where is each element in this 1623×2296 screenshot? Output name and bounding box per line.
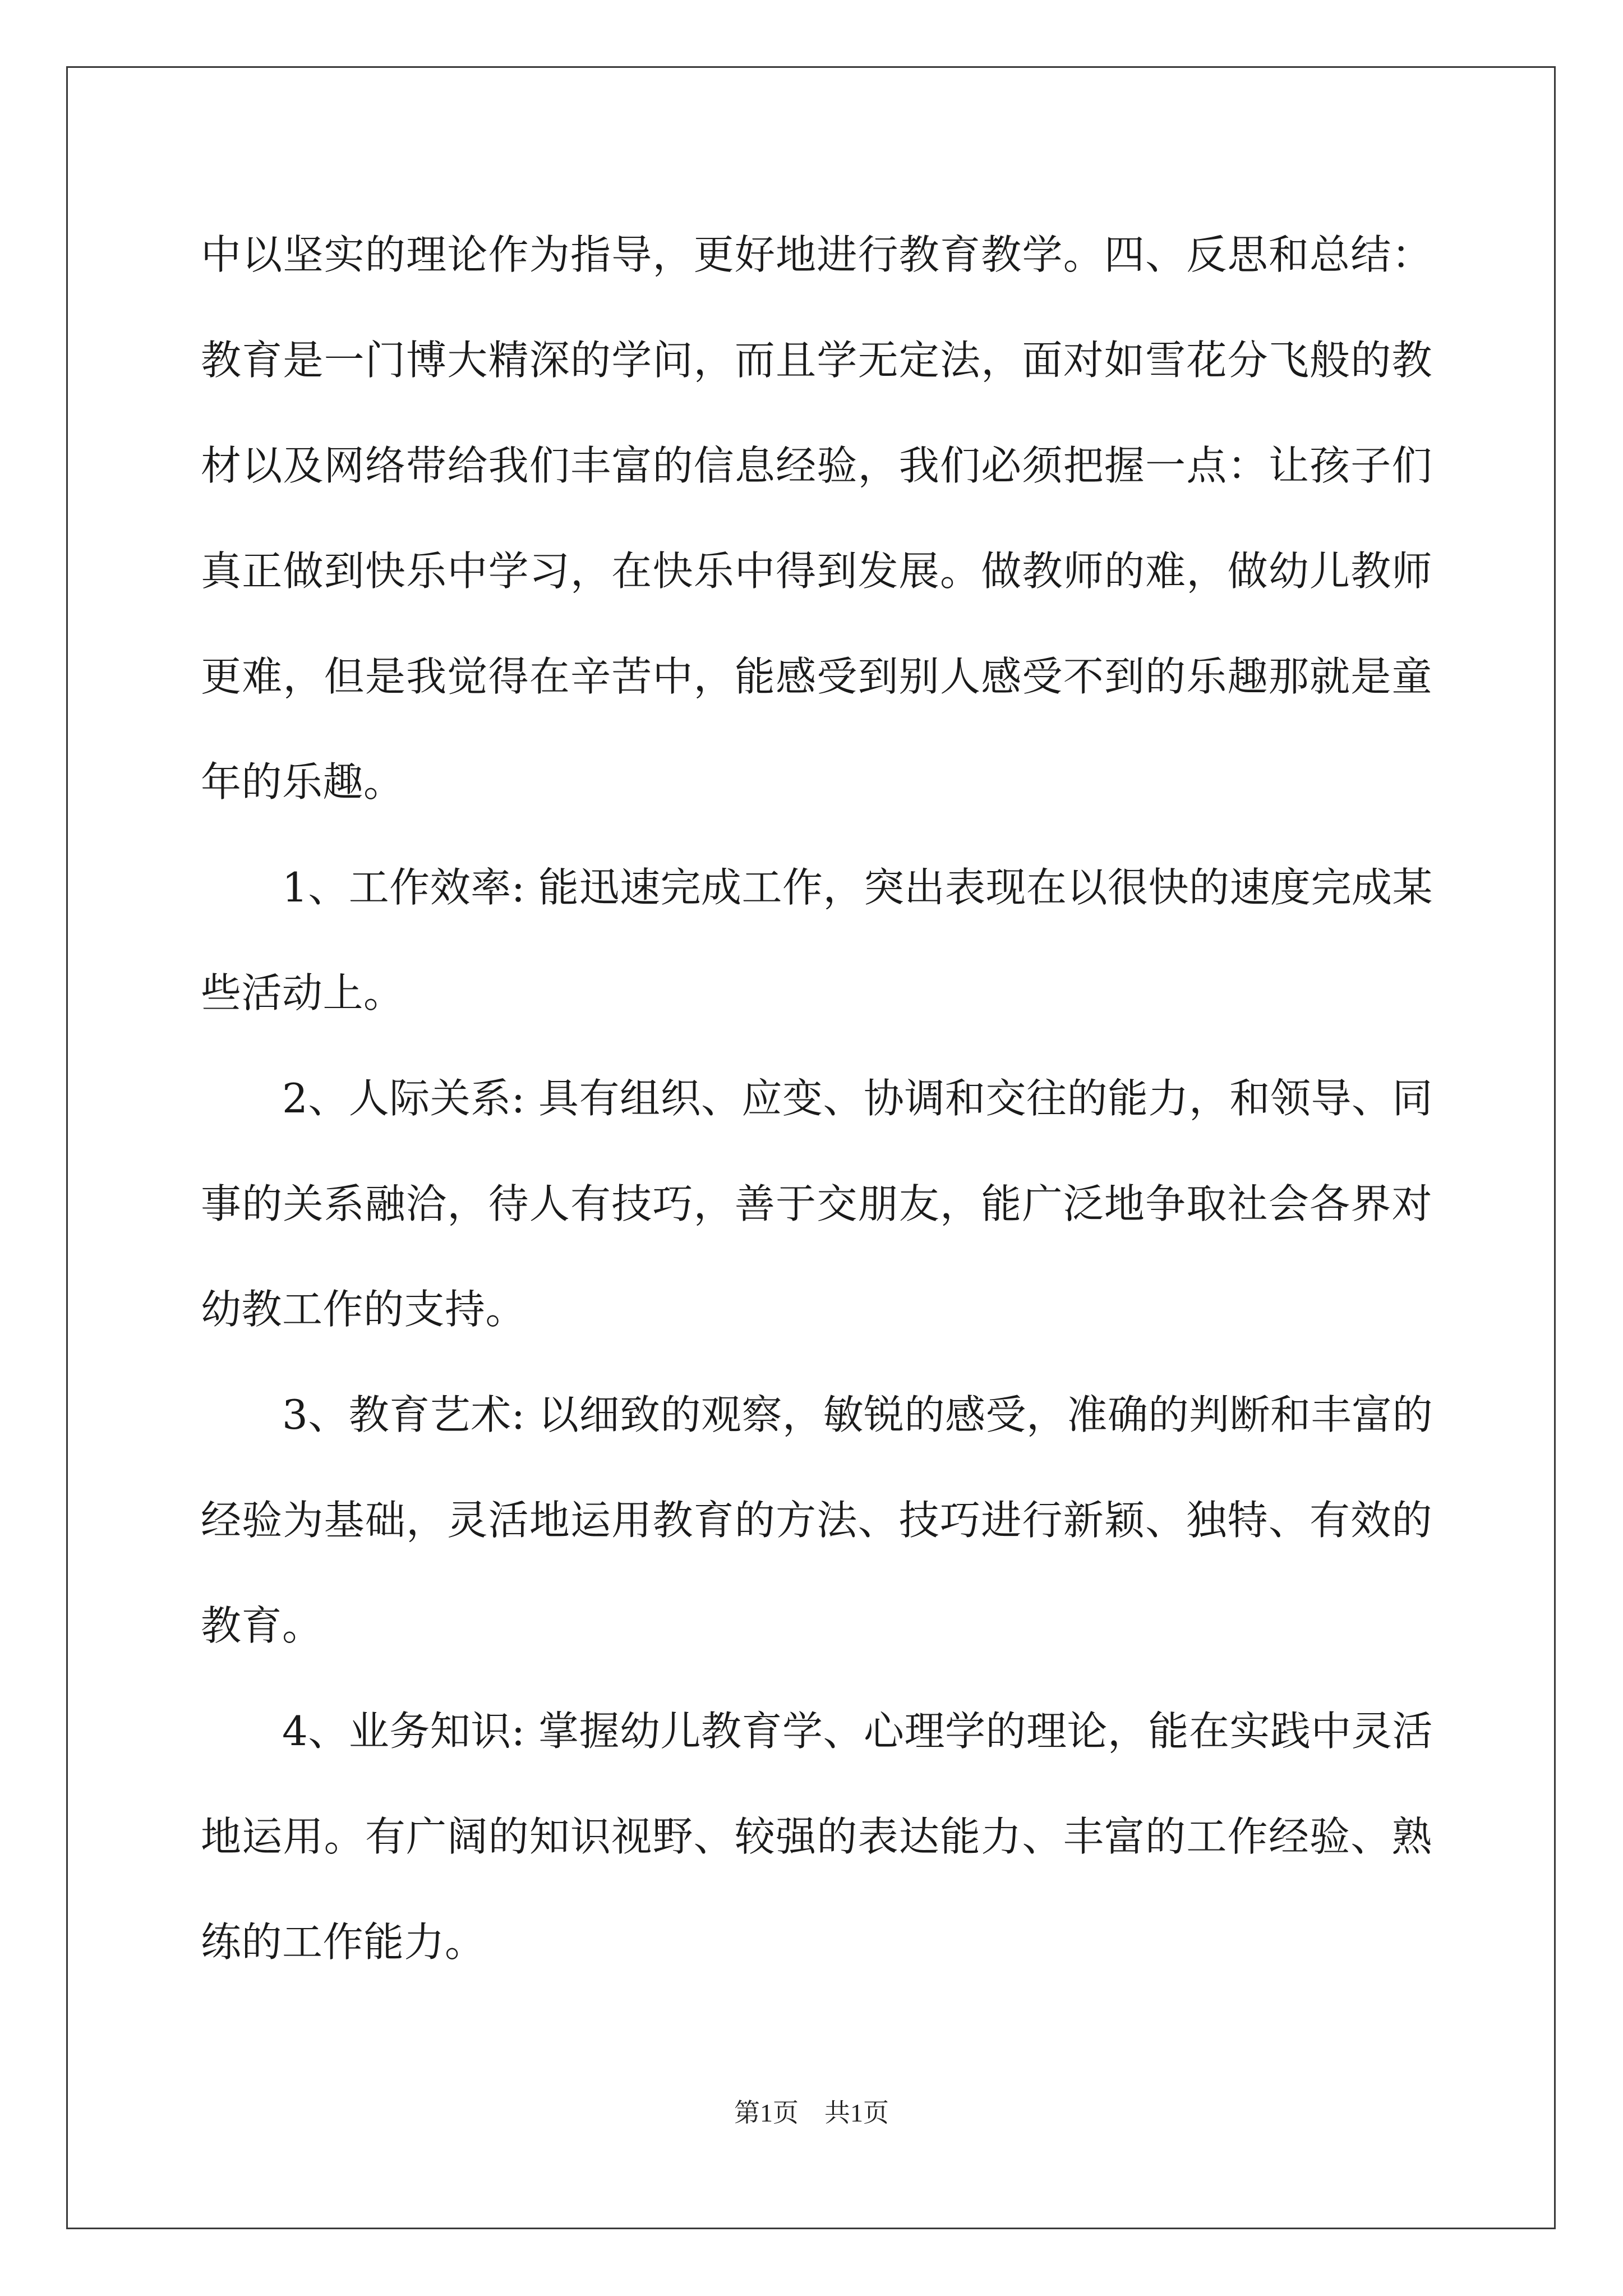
text-line: 4、业务知识: 掌握幼儿教育学、心理学的理论，能在实践中灵活 — [201, 1708, 1433, 1755]
text-line: 1、工作效率: 能迅速完成工作，突出表现在以很快的速度完成某 — [201, 864, 1433, 911]
text-line: 3、教育艺术: 以细致的观察，敏锐的感受，准确的判断和丰富的 — [201, 1391, 1433, 1438]
text-line: 地运用。有广阔的知识视野、较强的表达能力、丰富的工作经验、熟 — [201, 1813, 1432, 1860]
text-line: 经验为基础，灵活地运用教育的方法、技巧进行新颖、独特、有效的 — [201, 1497, 1432, 1544]
paragraph-work-efficiency — [201, 835, 1432, 1046]
text-line: 真正做到快乐中学习，在快乐中得到发展。做教师的难，做幼儿教师 — [201, 547, 1432, 595]
text-line: 年的乐趣。 — [201, 758, 404, 806]
text-line: 练的工作能力。 — [201, 1918, 486, 1966]
page-number-footer: 第1页 共1页 — [734, 2099, 889, 2127]
text-line: 事的关系融洽，待人有技巧，善于交朋友，能广泛地争取社会各界对 — [201, 1180, 1432, 1227]
text-line: 教育是一门博大精深的学问，而且学无定法，面对如雪花分飞般的教 — [201, 337, 1432, 384]
text-line: 些活动上。 — [201, 969, 404, 1016]
text-line: 中以坚实的理论作为指导，更好地进行教育教学。四、反思和总结： — [201, 231, 1432, 278]
document-body — [201, 202, 1432, 1995]
paragraph-education-art — [201, 1362, 1432, 1678]
paragraph-business-knowledge — [201, 1678, 1432, 1995]
text-line: 2、人际关系: 具有组织、应变、协调和交往的能力，和领导、同 — [201, 1075, 1433, 1122]
text-line: 材以及网络带给我们丰富的信息经验，我们必须把握一点：让孩子们 — [201, 442, 1432, 489]
text-line: 更难，但是我觉得在辛苦中，能感受到别人感受不到的乐趣那就是童 — [201, 653, 1432, 700]
text-line: 教育。 — [201, 1602, 323, 1649]
paragraph-interpersonal — [201, 1046, 1432, 1362]
paragraph-reflection — [201, 202, 1432, 835]
text-line: 幼教工作的支持。 — [201, 1286, 527, 1333]
